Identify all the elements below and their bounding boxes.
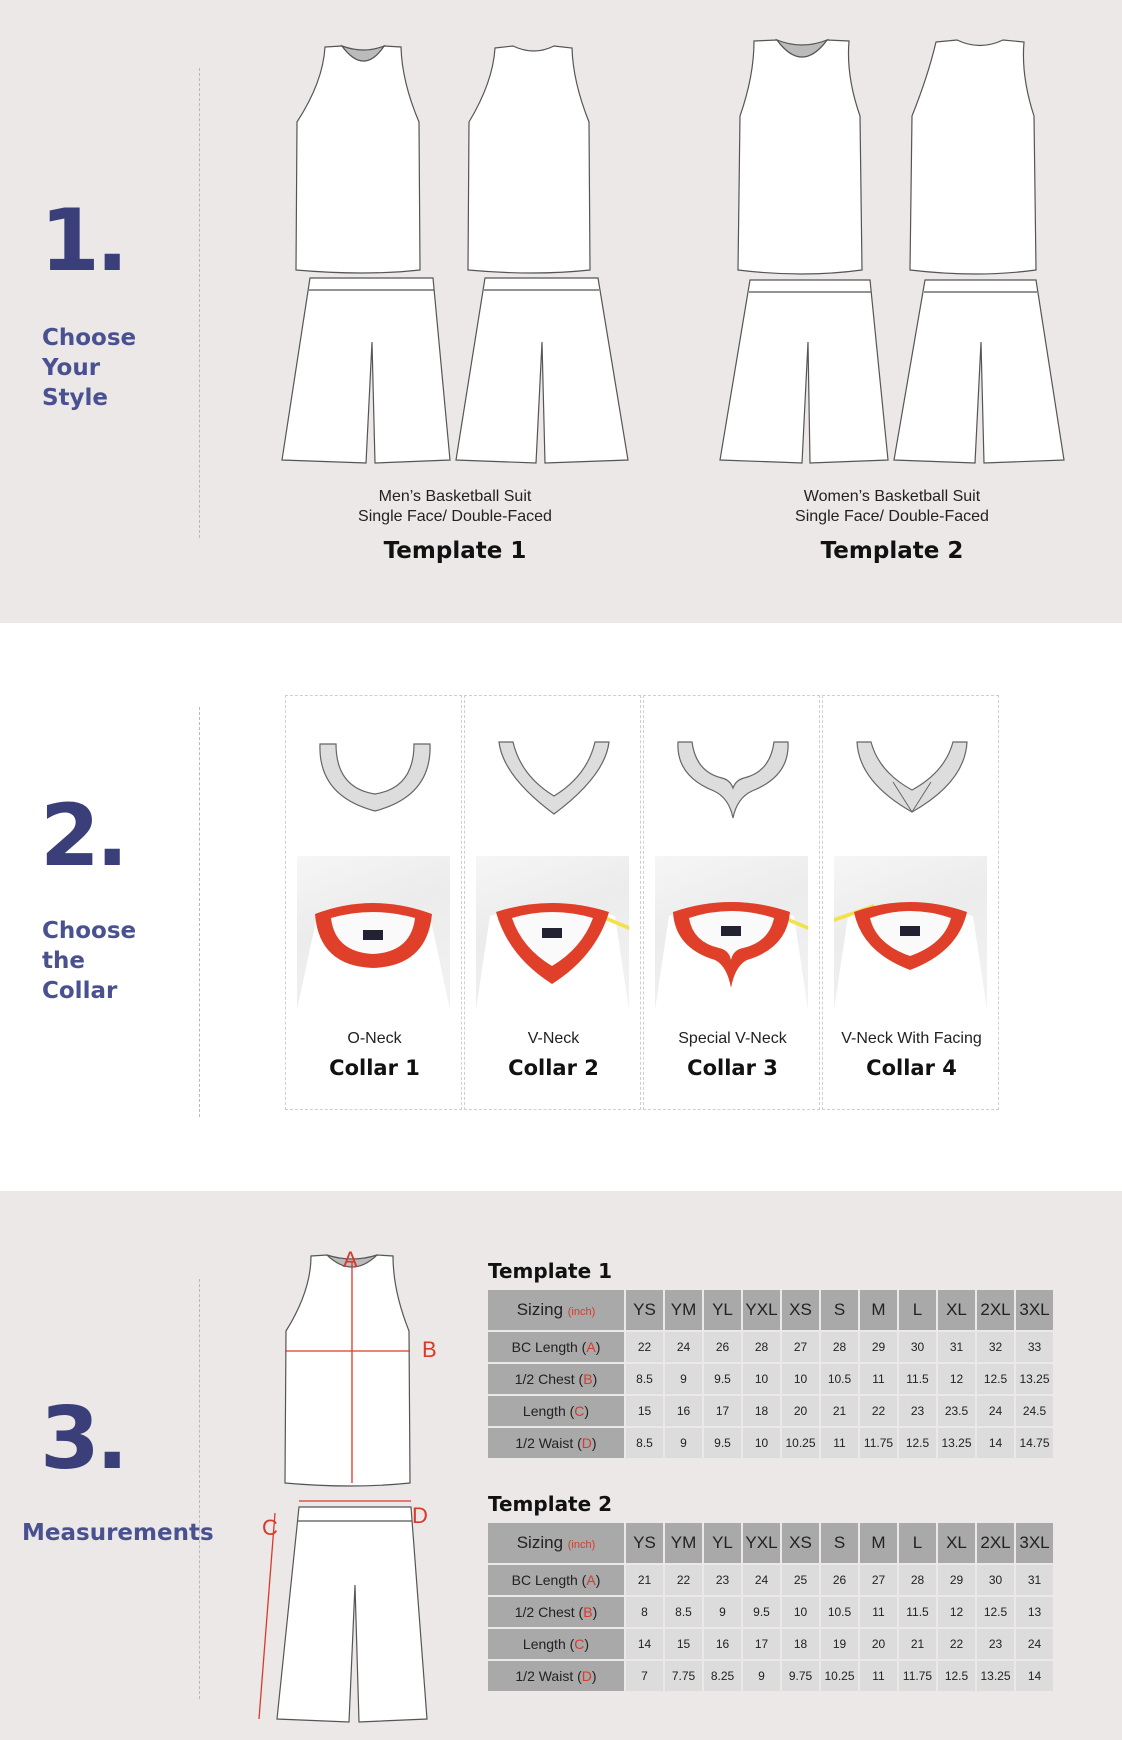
table-cell: 26 [821, 1565, 858, 1595]
table-cell: 16 [704, 1629, 741, 1659]
template-label: Template 1 [383, 538, 527, 564]
size-header: 2XL [977, 1290, 1014, 1330]
table-cell: 24 [665, 1332, 702, 1362]
measurement-label: 1/2 Chest (B) [488, 1364, 624, 1394]
collar-label: Collar 2 [508, 1056, 599, 1080]
size-header: XS [782, 1290, 819, 1330]
choose-style-section [0, 0, 1122, 623]
table-cell: 14 [1016, 1661, 1053, 1691]
table-row [488, 1565, 1053, 1595]
step-number: 2. [40, 786, 125, 886]
table-cell: 8.25 [704, 1661, 741, 1691]
size-header: L [899, 1290, 936, 1330]
size-header: XS [782, 1523, 819, 1563]
collar-label: Collar 3 [687, 1056, 778, 1080]
size-header: YL [704, 1290, 741, 1330]
table-cell: 11.75 [899, 1661, 936, 1691]
collar-option-2[interactable] [464, 695, 641, 1110]
table-row [488, 1629, 1053, 1659]
table-cell: 18 [782, 1629, 819, 1659]
table-cell: 32 [977, 1332, 1014, 1362]
v-neck-icon [495, 736, 613, 816]
measurement-label: BC Length (A) [488, 1332, 624, 1362]
size-header: XL [938, 1290, 975, 1330]
size-header: XL [938, 1523, 975, 1563]
sizing-header: Sizing (inch) [488, 1523, 624, 1563]
table-cell: 16 [665, 1396, 702, 1426]
measurement-label: Length (C) [488, 1629, 624, 1659]
template-label: Template 2 [820, 538, 964, 564]
table-cell: 29 [860, 1332, 897, 1362]
divider [199, 68, 200, 538]
divider [199, 1279, 200, 1699]
table-cell: 24 [1016, 1629, 1053, 1659]
table-cell: 30 [899, 1332, 936, 1362]
table-cell: 10 [743, 1364, 780, 1394]
table-row [488, 1332, 1053, 1362]
measurement-diagram-icon [255, 1251, 435, 1726]
collar-option-3[interactable] [643, 695, 820, 1110]
table-cell: 11 [860, 1364, 897, 1394]
v-neck-with-facing-icon [853, 736, 971, 816]
table-cell: 11 [821, 1428, 858, 1458]
table-cell: 24.5 [1016, 1396, 1053, 1426]
table-cell: 9.75 [782, 1661, 819, 1691]
table-cell: 8.5 [665, 1597, 702, 1627]
size-header: S [821, 1290, 858, 1330]
table-cell: 18 [743, 1396, 780, 1426]
table-cell: 7 [626, 1661, 663, 1691]
table-cell: 28 [743, 1332, 780, 1362]
table-cell: 11.5 [899, 1364, 936, 1394]
table-cell: 12.5 [938, 1661, 975, 1691]
collar-option-4[interactable] [822, 695, 999, 1110]
table-cell: 27 [782, 1332, 819, 1362]
table-cell: 10 [782, 1364, 819, 1394]
table-cell: 12 [938, 1364, 975, 1394]
collar-name: O-Neck [347, 1030, 402, 1047]
template-caption: Women’s Basketball Suit Single Face/ Double-Faced [795, 488, 989, 525]
measurement-label: BC Length (A) [488, 1565, 624, 1595]
measurement-label: 1/2 Chest (B) [488, 1597, 624, 1627]
table-cell: 20 [860, 1629, 897, 1659]
measurement-label: 1/2 Waist (D) [488, 1428, 624, 1458]
size-header: YS [626, 1523, 663, 1563]
table-cell: 20 [782, 1396, 819, 1426]
size-header: YS [626, 1290, 663, 1330]
table-title: Template 2 [488, 1492, 613, 1516]
table-cell: 23 [899, 1396, 936, 1426]
table-cell: 31 [1016, 1565, 1053, 1595]
table-cell: 8 [626, 1597, 663, 1627]
o-neck-icon [316, 736, 434, 816]
table-cell: 9 [665, 1428, 702, 1458]
table-cell: 22 [860, 1396, 897, 1426]
table-cell: 23 [704, 1565, 741, 1595]
table-cell: 9.5 [743, 1597, 780, 1627]
table-cell: 11 [860, 1597, 897, 1627]
womens-basketball-suit-icon [718, 36, 1068, 467]
table-cell: 28 [821, 1332, 858, 1362]
size-header: M [860, 1523, 897, 1563]
size-header: 2XL [977, 1523, 1014, 1563]
marker-a: A [343, 1247, 358, 1272]
table-cell: 28 [899, 1565, 936, 1595]
size-header: 3XL [1016, 1290, 1053, 1330]
size-header: YM [665, 1523, 702, 1563]
table-cell: 33 [1016, 1332, 1053, 1362]
table-cell: 8.5 [626, 1428, 663, 1458]
sizing-table-template-1 [486, 1288, 1055, 1460]
table-cell: 24 [743, 1565, 780, 1595]
table-cell: 11 [860, 1661, 897, 1691]
collar-label: Collar 1 [329, 1056, 420, 1080]
sizing-table-template-2 [486, 1521, 1055, 1693]
size-header: L [899, 1523, 936, 1563]
size-header: YM [665, 1290, 702, 1330]
table-cell: 10.25 [782, 1428, 819, 1458]
template-caption: Men’s Basketball Suit Single Face/ Double-Faced [358, 488, 552, 525]
table-cell: 22 [626, 1332, 663, 1362]
step-title: Choose Your Style [42, 325, 137, 411]
collar-name: V-Neck With Facing [841, 1030, 982, 1047]
table-cell: 14 [626, 1629, 663, 1659]
table-cell: 27 [860, 1565, 897, 1595]
table-cell: 9.5 [704, 1428, 741, 1458]
table-cell: 11.75 [860, 1428, 897, 1458]
table-cell: 22 [665, 1565, 702, 1595]
table-cell: 17 [743, 1629, 780, 1659]
table-cell: 25 [782, 1565, 819, 1595]
collar-name: Special V-Neck [678, 1030, 787, 1047]
collar-name: V-Neck [527, 1030, 580, 1047]
table-header-row [488, 1290, 1053, 1330]
marker-b: B [422, 1337, 437, 1362]
table-cell: 15 [665, 1629, 702, 1659]
table-cell: 9 [743, 1661, 780, 1691]
measurement-label: 1/2 Waist (D) [488, 1661, 624, 1691]
table-cell: 13 [1016, 1597, 1053, 1627]
marker-c: C [262, 1515, 278, 1540]
special-v-neck-photo [655, 856, 808, 1010]
size-header: S [821, 1523, 858, 1563]
table-cell: 9 [704, 1597, 741, 1627]
table-cell: 29 [938, 1565, 975, 1595]
v-neck-photo [476, 856, 629, 1010]
step-number: 3. [40, 1389, 125, 1489]
marker-d: D [412, 1503, 428, 1528]
size-header: YXL [743, 1290, 780, 1330]
table-cell: 12.5 [977, 1597, 1014, 1627]
table-cell: 9.5 [704, 1364, 741, 1394]
table-cell: 17 [704, 1396, 741, 1426]
table-cell: 10.5 [821, 1597, 858, 1627]
table-cell: 7.75 [665, 1661, 702, 1691]
table-cell: 23.5 [938, 1396, 975, 1426]
table-cell: 21 [821, 1396, 858, 1426]
table-cell: 24 [977, 1396, 1014, 1426]
table-cell: 9 [665, 1364, 702, 1394]
table-cell: 30 [977, 1565, 1014, 1595]
step-title: Measurements [22, 1520, 214, 1546]
table-cell: 31 [938, 1332, 975, 1362]
table-cell: 19 [821, 1629, 858, 1659]
table-cell: 15 [626, 1396, 663, 1426]
collar-label: Collar 4 [866, 1056, 957, 1080]
table-row [488, 1396, 1053, 1426]
table-cell: 12.5 [977, 1364, 1014, 1394]
sizing-header: Sizing (inch) [488, 1290, 624, 1330]
table-header-row [488, 1523, 1053, 1563]
step-number: 1. [40, 191, 125, 291]
table-cell: 11.5 [899, 1597, 936, 1627]
mens-basketball-suit-icon [280, 42, 630, 467]
table-cell: 13.25 [977, 1661, 1014, 1691]
table-cell: 10.5 [821, 1364, 858, 1394]
table-cell: 13.25 [1016, 1364, 1053, 1394]
size-header: 3XL [1016, 1523, 1053, 1563]
size-header: M [860, 1290, 897, 1330]
measurement-label: Length (C) [488, 1396, 624, 1426]
table-cell: 8.5 [626, 1364, 663, 1394]
table-cell: 14 [977, 1428, 1014, 1458]
table-cell: 26 [704, 1332, 741, 1362]
table-row [488, 1597, 1053, 1627]
table-cell: 23 [977, 1629, 1014, 1659]
table-cell: 21 [626, 1565, 663, 1595]
step-title: Choose the Collar [42, 918, 137, 1004]
table-row [488, 1661, 1053, 1691]
collar-option-1[interactable] [285, 695, 462, 1110]
v-neck-with-facing-photo [834, 856, 987, 1010]
size-header: YXL [743, 1523, 780, 1563]
table-cell: 10 [743, 1428, 780, 1458]
table-cell: 12 [938, 1597, 975, 1627]
table-cell: 10 [782, 1597, 819, 1627]
table-row [488, 1364, 1053, 1394]
table-cell: 13.25 [938, 1428, 975, 1458]
special-v-neck-icon [674, 736, 792, 820]
measurements-section [0, 1191, 1122, 1740]
table-title: Template 1 [488, 1259, 613, 1283]
table-cell: 12.5 [899, 1428, 936, 1458]
table-row [488, 1428, 1053, 1458]
divider [199, 707, 200, 1117]
table-cell: 21 [899, 1629, 936, 1659]
choose-collar-section [0, 623, 1122, 1191]
size-header: YL [704, 1523, 741, 1563]
table-cell: 14.75 [1016, 1428, 1053, 1458]
table-cell: 10.25 [821, 1661, 858, 1691]
table-cell: 22 [938, 1629, 975, 1659]
o-neck-photo [297, 856, 450, 1010]
